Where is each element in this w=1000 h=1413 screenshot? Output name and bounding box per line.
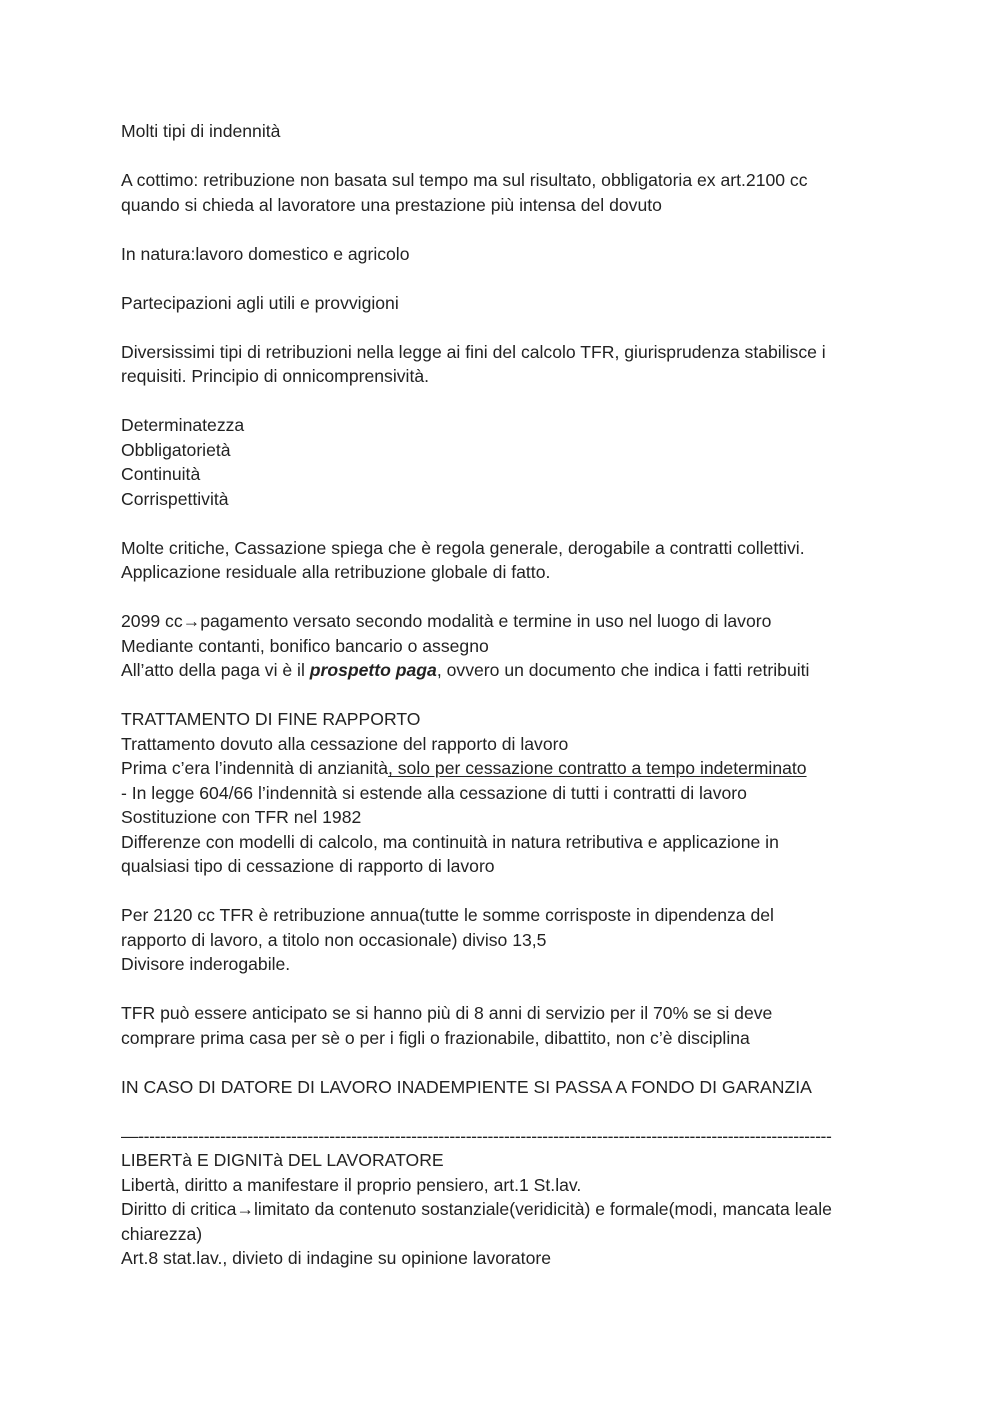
text-line: Libertà, diritto a manifestare il proprio pensiero, art.1 St.lav. <box>121 1174 582 1195</box>
text-line <box>121 756 881 781</box>
text-line: TFR può essere anticipato se si hanno più di 8 anni di servizio per il 70% se si deve <box>121 1003 773 1023</box>
text-line <box>121 658 881 683</box>
text-line: Partecipazioni agli utili e provvigioni <box>121 292 399 313</box>
text-line: 2099 cc→pagamento versato secondo modalità e termine in uso nel luogo di lavoro <box>121 611 772 631</box>
text-run: Prima c’era l’indennità di anzianità <box>121 758 388 778</box>
underlined-text: , solo per cessazione contratto a tempo indeterminato <box>387 758 807 778</box>
emphasized-term: prospetto paga <box>309 660 437 680</box>
text-line: In natura:lavoro domestico e agricolo <box>121 243 410 264</box>
text-line: Art.8 stat.lav., divieto di indagine su opinione lavoratore <box>121 1248 551 1268</box>
text-line: Mediante contanti, bonifico bancario o assegno <box>121 635 489 656</box>
list-item: Determinatezza <box>121 415 245 435</box>
text-line: chiarezza) <box>121 1223 203 1244</box>
text-line: - In legge 604/66 l’indennità si estende alla cessazione di tutti i contratti di lavoro <box>121 782 747 803</box>
text-line: comprare prima casa per sè o per i figli o frazionabile, dibattito, non c’è disciplina <box>121 1027 750 1048</box>
text-line: Molte critiche, Cassazione spiega che è regola generale, derogabile a contratti collettivi. <box>121 537 805 558</box>
list-item: Corrispettività <box>121 488 229 509</box>
section-heading: TRATTAMENTO DI FINE RAPPORTO <box>121 709 421 729</box>
text-line: Differenze con modelli di calcolo, ma continuità in natura retributiva e applicazione in <box>121 831 779 852</box>
text-line: qualsiasi tipo di cessazione di rapporto di lavoro <box>121 856 495 876</box>
text-line: Trattamento dovuto alla cessazione del rapporto di lavoro <box>121 733 569 754</box>
text-line: Per 2120 cc TFR è retribuzione annua(tutte le somme corrisposte in dipendenza del <box>121 905 774 925</box>
text-line: Applicazione residuale alla retribuzione globale di fatto. <box>121 562 551 582</box>
list-item: Continuità <box>121 464 201 484</box>
text-run: All’atto della paga vi è il <box>121 660 310 680</box>
text-line: Diritto di critica→limitato da contenuto sostanziale(veridicità) e formale(modi, mancata leale <box>121 1199 832 1219</box>
text-run: , ovvero un documento che indica i fatti retribuiti <box>436 660 810 680</box>
section-heading: IN CASO DI DATORE DI LAVORO INADEMPIENTE SI PASSA A FONDO DI GARANZIA <box>121 1076 812 1097</box>
text-line: rapporto di lavoro, a titolo non occasionale) diviso 13,5 <box>121 929 547 950</box>
text-line: requisiti. Principio di onnicomprensività. <box>121 366 430 386</box>
document-body <box>121 119 881 1271</box>
dashed-separator: —------------------------------------------------------------------------------------------------------------------------------- <box>121 1125 832 1146</box>
text-line: Molti tipi di indennità <box>121 121 281 141</box>
text-line: Diversissimi tipi di retribuzioni nella legge ai fini del calcolo TFR, giurisprudenza stabilisce i <box>121 341 826 362</box>
text-line: Divisore inderogabile. <box>121 954 291 974</box>
text-line: Sostituzione con TFR nel 1982 <box>121 807 362 827</box>
text-line: quando si chieda al lavoratore una prestazione più intensa del dovuto <box>121 194 662 215</box>
section-heading: LIBERTà E DIGNITà DEL LAVORATORE <box>121 1150 444 1170</box>
text-line: A cottimo: retribuzione non basata sul tempo ma sul risultato, obbligatoria ex art.2100 cc <box>121 170 808 190</box>
list-item: Obbligatorietà <box>121 439 231 460</box>
